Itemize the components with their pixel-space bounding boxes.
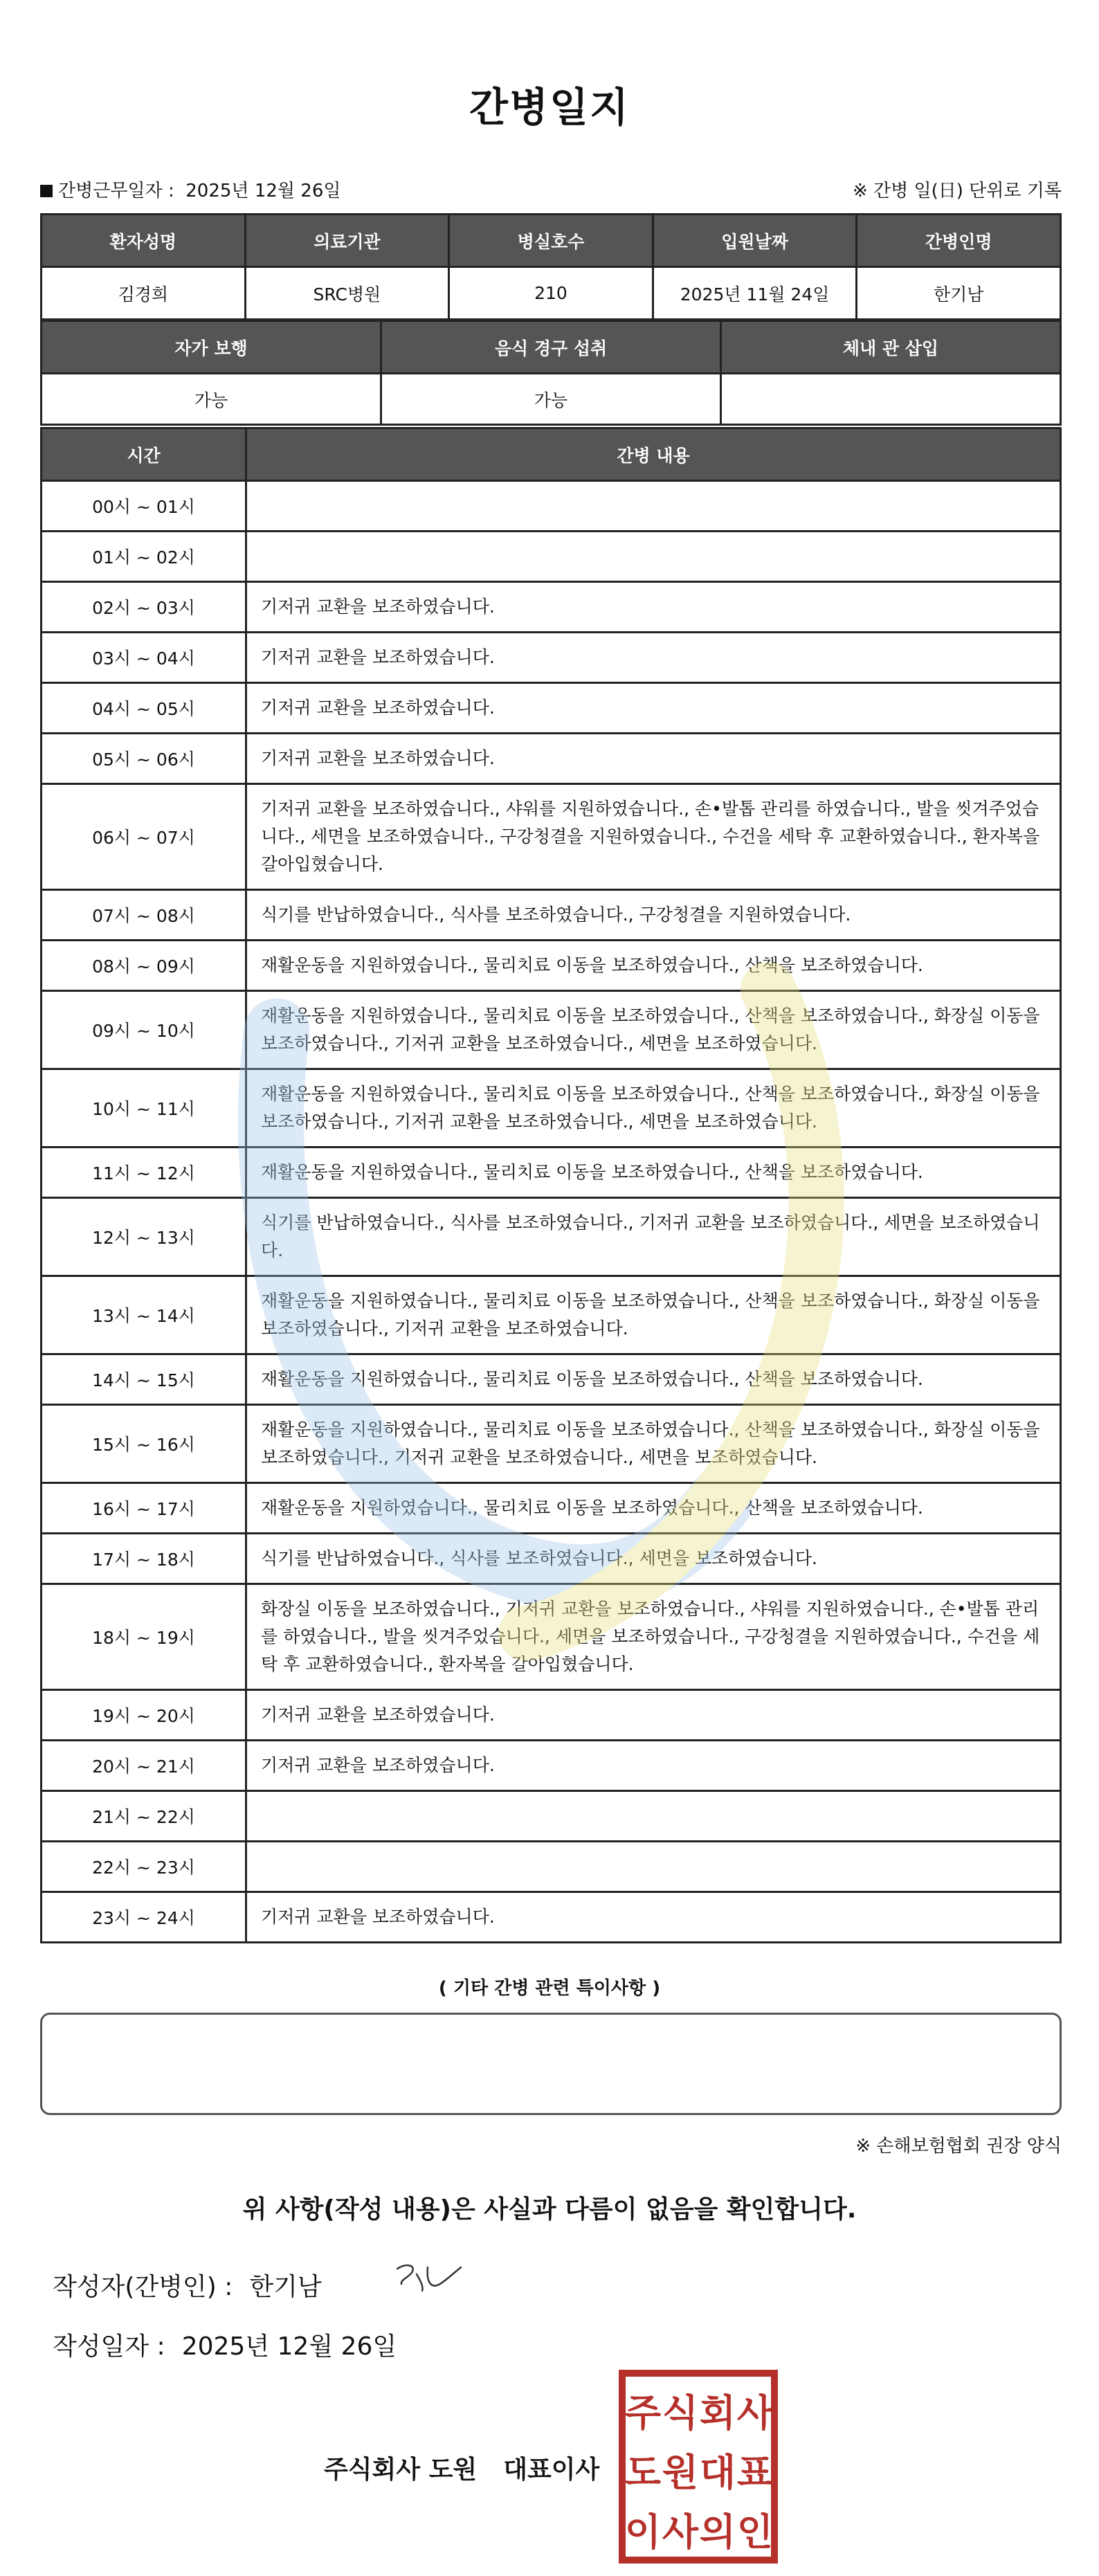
log-content-cell: 기저귀 교환을 보조하였습니다. xyxy=(246,1741,1061,1791)
info-header-row xyxy=(42,215,1061,267)
seal-character: 원 xyxy=(662,2451,699,2494)
log-time-cell: 05시 ~ 06시 xyxy=(42,734,246,784)
info-value-row xyxy=(42,267,1061,320)
seal-character: 도 xyxy=(624,2451,662,2494)
log-time-cell: 11시 ~ 12시 xyxy=(42,1148,246,1198)
seal-character: 이 xyxy=(624,2510,662,2554)
header-patient-name: 환자성명 xyxy=(42,215,246,267)
log-body xyxy=(42,481,1061,1943)
square-bullet-icon xyxy=(40,185,53,197)
log-time-cell: 19시 ~ 20시 xyxy=(42,1690,246,1741)
seal-character: 식 xyxy=(662,2391,699,2435)
notes-caption: ( 기타 간병 관련 특이사항 ) xyxy=(438,1978,661,1999)
seal-character: 표 xyxy=(736,2451,774,2494)
log-row xyxy=(42,1405,1061,1483)
tube-insertion xyxy=(721,374,1061,425)
log-time-cell: 15시 ~ 16시 xyxy=(42,1405,246,1483)
confirmation-statement: 위 사항(작성 내용)은 사실과 다름이 없음을 확인합니다. xyxy=(242,2195,857,2224)
log-content-cell: 기저귀 교환을 보조하였습니다. xyxy=(246,683,1061,734)
written-date-value: 2025년 12월 26일 xyxy=(181,2332,397,2361)
log-time-cell: 02시 ~ 03시 xyxy=(42,582,246,633)
log-time-cell: 23시 ~ 24시 xyxy=(42,1892,246,1943)
recommend-note: ※ 손해보험협회 권장 양식 xyxy=(855,2136,1062,2157)
log-row xyxy=(42,1584,1061,1690)
log-row xyxy=(42,991,1061,1069)
company-seal xyxy=(618,2369,779,2564)
log-row xyxy=(42,1483,1061,1534)
log-content-cell: 재활운동을 지원하였습니다., 물리치료 이동을 보조하였습니다., 산책을 보조하였습니다., 화장실 이동을 보조하였습니다., 기저귀 교환을 보조하였습니다., 세면을 보조하였습니다. xyxy=(246,1069,1061,1148)
log-time-cell: 10시 ~ 11시 xyxy=(42,1069,246,1148)
log-time-cell: 16시 ~ 17시 xyxy=(42,1483,246,1534)
company-line xyxy=(324,2450,599,2485)
log-time-cell: 01시 ~ 02시 xyxy=(42,532,246,582)
header-self-walking: 자가 보행 xyxy=(42,321,381,374)
header-care-content: 간병 내용 xyxy=(246,428,1061,481)
log-content-cell: 재활운동을 지원하였습니다., 물리치료 이동을 보조하였습니다., 산책을 보조하였습니다. xyxy=(246,941,1061,991)
header-admission-date: 입원날짜 xyxy=(653,215,857,267)
log-content-cell: 기저귀 교환을 보조하였습니다. xyxy=(246,633,1061,683)
log-content-cell xyxy=(246,532,1061,582)
log-content-cell: 식기를 반납하였습니다., 식사를 보조하였습니다., 구강청결을 지원하였습니다. xyxy=(246,890,1061,941)
admission-date: 2025년 11월 24일 xyxy=(653,267,857,320)
patient-info-table xyxy=(40,213,1062,320)
unit-note: ※ 간병 일(日) 단위로 기록 xyxy=(852,181,1062,201)
log-time-cell: 17시 ~ 18시 xyxy=(42,1534,246,1584)
caregiver-name: 한기남 xyxy=(857,267,1061,320)
patient-name: 김경희 xyxy=(42,267,246,320)
log-time-cell: 18시 ~ 19시 xyxy=(42,1584,246,1690)
page-title: 간병일지 xyxy=(469,84,630,131)
log-content-cell: 기저귀 교환을 보조하였습니다. xyxy=(246,1892,1061,1943)
log-row xyxy=(42,1791,1061,1842)
seal-character: 주 xyxy=(624,2391,662,2435)
log-row xyxy=(42,890,1061,941)
log-content-cell: 재활운동을 지원하였습니다., 물리치료 이동을 보조하였습니다., 산책을 보조하였습니다. xyxy=(246,1148,1061,1198)
header-room: 병실호수 xyxy=(449,215,653,267)
log-time-cell: 08시 ~ 09시 xyxy=(42,941,246,991)
log-row xyxy=(42,1354,1061,1405)
self-walking: 가능 xyxy=(42,374,381,425)
log-content-cell: 재활운동을 지원하였습니다., 물리치료 이동을 보조하였습니다., 산책을 보조하였습니다., 화장실 이동을 보조하였습니다., 기저귀 교환을 보조하였습니다., 세면을 보조하였습니다. xyxy=(246,991,1061,1069)
header-hospital: 의료기관 xyxy=(245,215,449,267)
hospital: SRC병원 xyxy=(245,267,449,320)
log-row xyxy=(42,1534,1061,1584)
seal-character: 회 xyxy=(699,2391,736,2435)
log-content-cell: 식기를 반납하였습니다., 식사를 보조하였습니다., 기저귀 교환을 보조하였습니다., 세면을 보조하였습니다. xyxy=(246,1198,1061,1276)
log-row xyxy=(42,582,1061,633)
log-row xyxy=(42,1276,1061,1354)
log-time-cell: 06시 ~ 07시 xyxy=(42,784,246,890)
log-time-cell: 12시 ~ 13시 xyxy=(42,1198,246,1276)
log-row xyxy=(42,784,1061,890)
log-time-cell: 22시 ~ 23시 xyxy=(42,1842,246,1892)
written-date-label: 작성일자 : xyxy=(53,2332,165,2361)
seal-character: 대 xyxy=(699,2451,736,2494)
log-row xyxy=(42,633,1061,683)
room-number: 210 xyxy=(449,267,653,320)
seal-character: 인 xyxy=(736,2510,774,2554)
log-content-cell: 재활운동을 지원하였습니다., 물리치료 이동을 보조하였습니다., 산책을 보조하였습니다., 화장실 이동을 보조하였습니다., 기저귀 교환을 보조하였습니다. xyxy=(246,1276,1061,1354)
log-row xyxy=(42,481,1061,532)
log-content-cell: 기저귀 교환을 보조하였습니다., 샤워를 지원하였습니다., 손•발톱 관리를 하였습니다., 발을 씻겨주었습니다., 세면을 보조하였습니다., 구강청결을 지원하였습니다., 수건을 세탁 후 교환하였습니다., 환자복을 갈아입혔습니다. xyxy=(246,784,1061,890)
patient-ability-table xyxy=(40,320,1062,426)
log-time-cell: 21시 ~ 22시 xyxy=(42,1791,246,1842)
written-date-line xyxy=(53,2327,397,2362)
log-row xyxy=(42,1069,1061,1148)
log-time-cell: 00시 ~ 01시 xyxy=(42,481,246,532)
log-content-cell: 화장실 이동을 보조하였습니다., 기저귀 교환을 보조하였습니다., 샤워를 지원하였습니다., 손•발톱 관리를 하였습니다., 발을 씻겨주었습니다., 세면을 보조하였습니다., 구강청결을 지원하였습니다., 수건을 세탁 후 교환하였습니다., 환자복을 갈아입혔습니다. xyxy=(246,1584,1061,1690)
writer-label: 작성자(간병인) : xyxy=(53,2273,233,2301)
log-header-row xyxy=(42,428,1061,481)
log-content-cell: 재활운동을 지원하였습니다., 물리치료 이동을 보조하였습니다., 산책을 보조하였습니다., 화장실 이동을 보조하였습니다., 기저귀 교환을 보조하였습니다., 세면을 보조하였습니다. xyxy=(246,1405,1061,1483)
oral-intake: 가능 xyxy=(381,374,721,425)
meta-row xyxy=(40,176,1062,204)
seal-character: 의 xyxy=(699,2510,736,2554)
log-row xyxy=(42,734,1061,784)
log-content-cell xyxy=(246,1842,1061,1892)
log-time-cell: 20시 ~ 21시 xyxy=(42,1741,246,1791)
ability-header-row xyxy=(42,321,1061,374)
signature-mark xyxy=(392,2253,468,2302)
writer-name: 한기남 xyxy=(249,2273,322,2301)
log-time-cell: 13시 ~ 14시 xyxy=(42,1276,246,1354)
notes-box xyxy=(40,2013,1062,2115)
header-time: 시간 xyxy=(42,428,246,481)
header-caregiver-name: 간병인명 xyxy=(857,215,1061,267)
header-tube-insertion: 체내 관 삽입 xyxy=(721,321,1061,374)
log-content-cell: 기저귀 교환을 보조하였습니다. xyxy=(246,734,1061,784)
log-row xyxy=(42,1148,1061,1198)
log-row xyxy=(42,1842,1061,1892)
log-content-cell: 기저귀 교환을 보조하였습니다. xyxy=(246,1690,1061,1741)
log-content-cell: 재활운동을 지원하였습니다., 물리치료 이동을 보조하였습니다., 산책을 보조하였습니다. xyxy=(246,1354,1061,1405)
log-time-cell: 07시 ~ 08시 xyxy=(42,890,246,941)
writer-line xyxy=(53,2267,322,2303)
care-log-table xyxy=(40,427,1062,1943)
seal-character: 사 xyxy=(662,2510,699,2554)
log-content-cell: 재활운동을 지원하였습니다., 물리치료 이동을 보조하였습니다., 산책을 보조하였습니다. xyxy=(246,1483,1061,1534)
header-oral-intake: 음식 경구 섭취 xyxy=(381,321,721,374)
work-date-label: 간병근무일자 : xyxy=(58,181,174,201)
log-row xyxy=(42,1892,1061,1943)
work-date-value: 2025년 12월 26일 xyxy=(185,181,341,201)
log-content-cell: 식기를 반납하였습니다., 식사를 보조하였습니다., 세면을 보조하였습니다. xyxy=(246,1534,1061,1584)
log-row xyxy=(42,1690,1061,1741)
log-content-cell xyxy=(246,1791,1061,1842)
log-row xyxy=(42,1198,1061,1276)
log-row xyxy=(42,941,1061,991)
log-time-cell: 09시 ~ 10시 xyxy=(42,991,246,1069)
log-row xyxy=(42,683,1061,734)
seal-character: 사 xyxy=(736,2391,774,2435)
log-content-cell xyxy=(246,481,1061,532)
company-name: 주식회사 도원 xyxy=(324,2456,478,2484)
log-time-cell: 03시 ~ 04시 xyxy=(42,633,246,683)
log-time-cell: 04시 ~ 05시 xyxy=(42,683,246,734)
log-content-cell: 기저귀 교환을 보조하였습니다. xyxy=(246,582,1061,633)
company-role: 대표이사 xyxy=(503,2456,600,2484)
log-row xyxy=(42,532,1061,582)
ability-value-row xyxy=(42,374,1061,425)
log-time-cell: 14시 ~ 15시 xyxy=(42,1354,246,1405)
log-row xyxy=(42,1741,1061,1791)
work-date xyxy=(40,176,340,202)
